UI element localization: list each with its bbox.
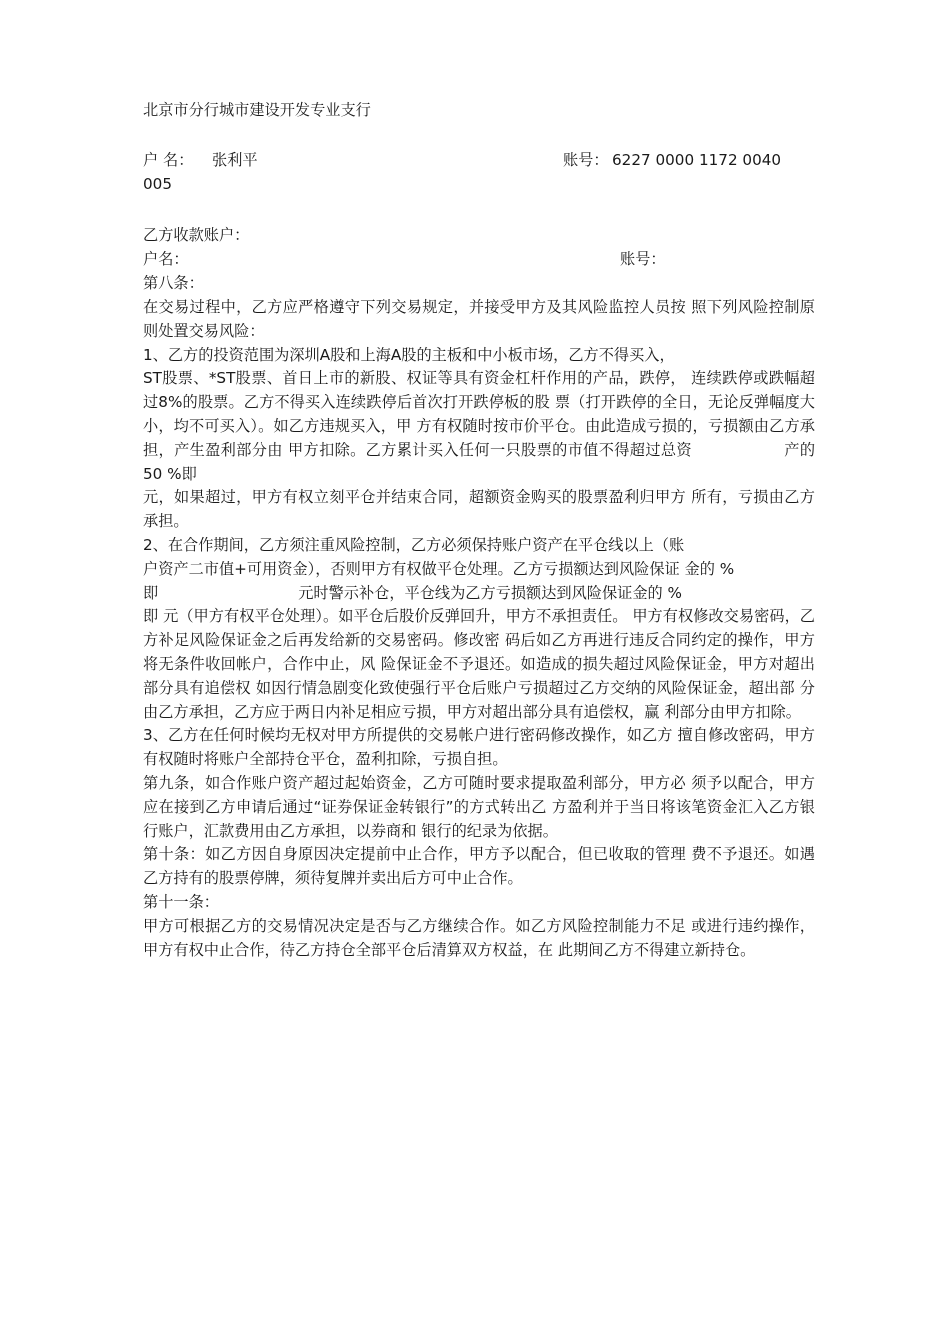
party-a-number-label: 账号： (563, 151, 609, 169)
bank-name: 北京市分行城市建设开发专业支行 (143, 101, 371, 119)
article8-item2-line3a: 即 (143, 583, 159, 602)
article8-title: 第八条： (143, 274, 204, 292)
party-b-number-label: 账号： (620, 250, 666, 268)
party-a-name-value: 张利平 (212, 151, 258, 169)
party-a-name-label: 户 名： (143, 151, 194, 169)
party-a-number-value: 6227 0000 1172 0040 (612, 151, 782, 169)
party-b-name-label: 户名： (143, 250, 189, 268)
article8-intro: 在交易过程中，乙方应严格遵守下列交易规定，并接受甲方及其风险监控人员按 照下列风险控制原则处置交易风险： (143, 298, 815, 340)
article8-item2-line3 (143, 582, 815, 606)
party-a-number-tail: 005 (143, 175, 172, 193)
article8-item1-line3: 元，如果超过，甲方有权立刻平仓并结束合同，超额资金购买的股票盈利归甲方 所有，亏损由乙方承担。 (143, 488, 815, 531)
article11-title: 第十一条： (143, 892, 219, 911)
article8-item2-line1: 2、在合作期间，乙方须注重风险控制，乙方必须保持账户资产在平仓线以上（账 (143, 535, 685, 554)
article9: 第九条，如合作账户资产超过起始资金，乙方可随时要求提取盈利部分，甲方必 须予以配合，甲方应在接到乙方申请后通过“证券保证金转银行”的方式转出乙 方盈利并于当日将该笔资金汇入乙方银行账户，汇款费用由乙方承担，以券商和 银行的纪录为依据。 (143, 773, 815, 840)
contract-body (143, 296, 815, 962)
article8-item3: 3、乙方在任何时候均无权对甲方所提供的交易帐户进行密码修改操作，如乙方 擅自修改密码，甲方有权随时将账户全部持仓平仓，盈利扣除，亏损自担。 (143, 726, 815, 769)
article8-item1-line2: ST股票、*ST股票、首日上市的新股、权证等具有资金杠杆作用的产品，跌停， 连续跌停或跌幅超过8%的股票。乙方不得买入连续跌停后首次打开跌停板的股 票（打开跌停的全日，无论反弹幅度大小，均不可买入）。如乙方违规买入，甲 方有权随时按市价平仓。由此造成亏损的，亏损额由乙方承担，产生盈利部分由 甲方扣除。乙方累计买入任何一只股票的市值不得超过总资 (143, 369, 815, 459)
article11-body: 甲方可根据乙方的交易情况决定是否与乙方继续合作。如乙方风险控制能力不足 或进行违约操作，甲方有权中止合作，待乙方持仓全部平仓后清算双方权益，在 此期间乙方不得建立新持仓。 (143, 916, 815, 959)
party-b-heading: 乙方收款账户： (143, 226, 250, 244)
article8-item2-line4: 即 元（甲方有权平仓处理）。如平仓后股价反弹回升，甲方不承担责任。 甲方有权修改交易密码，乙方补足风险保证金之后再发给新的交易密码。修改密 码后如乙方再进行违反合同约定的操作，甲方将无条件收回帐户，合作中止，风 险保证金不予退还。如造成的损失超过风险保证金，甲方对超出部分具有追偿权 如因行情急剧变化致使强行平仓后账户亏损超过乙方交纳的风险保证金，超出部 分由乙方承担，乙方应于两日内补足相应亏损，甲方对超出部分具有追偿权，赢 利部分由甲方扣除。 (143, 607, 815, 721)
article8-item2-line3b: 元时警示补仓，平仓线为乙方亏损额达到风险保证金的 % (298, 583, 682, 602)
article10: 第十条：如乙方因自身原因决定提前中止合作，甲方予以配合，但已收取的管理 费不予退还。如遇乙方持有的股票停牌，须待复牌并卖出后方可中止合作。 (143, 845, 815, 888)
article8-item1-line1: 1、乙方的投资范围为深圳A股和上海A股的主板和中小板市场，乙方不得买入， (143, 345, 675, 364)
article8-item1-gap: 产的50 %即 (143, 440, 816, 483)
article8-item2-line2: 户资产二市值+可用资金），否则甲方有权做平仓处理。乙方亏损额达到风险保证 金的 % (143, 559, 735, 578)
article8-item1-paragraph (143, 367, 815, 486)
